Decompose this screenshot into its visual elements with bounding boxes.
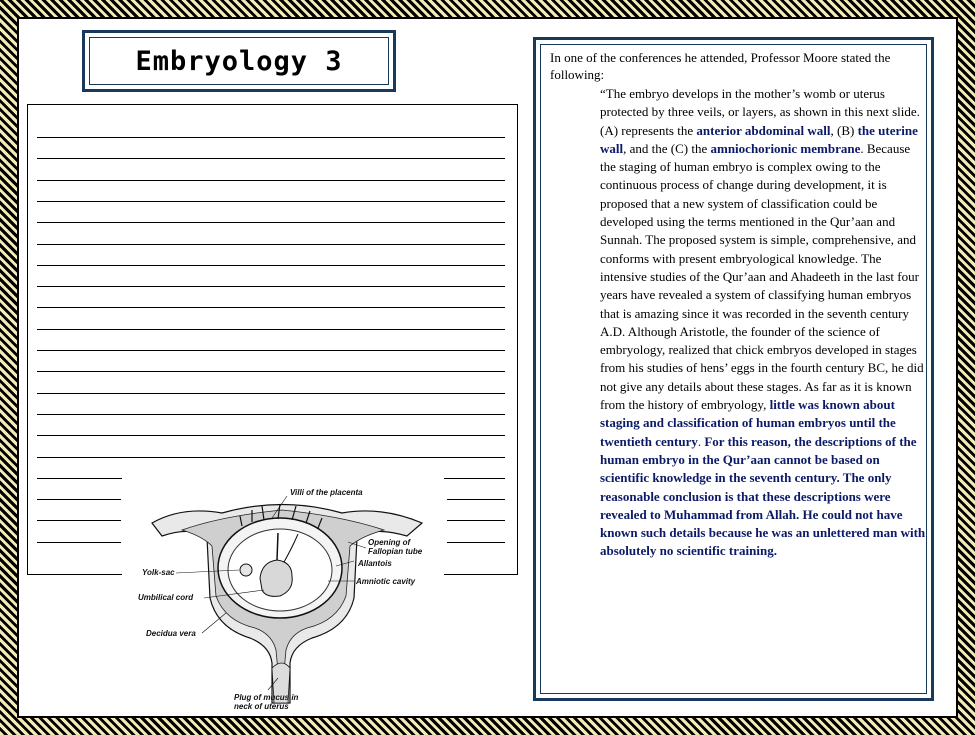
note-line xyxy=(37,393,505,394)
note-line xyxy=(37,286,505,287)
note-line xyxy=(37,137,505,138)
note-line-short xyxy=(37,499,121,500)
title-box xyxy=(82,30,396,92)
intro-text: In one of the conferences he attended, Professor Moore stated the following: xyxy=(550,50,891,82)
note-line-short xyxy=(447,520,505,521)
quote-segment: . Because the staging of human embryo is complex owing to the continuous process of change during development, it is proposed that a new system of classification could be developed using the terms mentioned in the Qur’aan and Sunnah. The proposed system is simple, comprehensive, and conforms with present embryological knowledge. The intensive studies of the Qur’aan and Ahadeeth in the last four years have revealed a system of classifying human embryos that is amazing since it was recorded in the seventh century A.D. Although Aristotle, the founder of the science of embryology, realized that chick embryos developed in stages from his studies of hens’ eggs in the fourth century BC, he did not give any details about these stages. As far as it is known from the history of embryology, xyxy=(600,140,924,413)
quote-segment: little was known about staging and classification of human embryos until the twentieth century xyxy=(600,397,896,449)
page-title: Embryology 3 xyxy=(135,45,343,77)
label-opening: Opening of xyxy=(368,538,411,547)
label-plug-2: neck of uterus xyxy=(234,702,289,711)
label-yolk-sac: Yolk-sac xyxy=(142,568,175,577)
note-line xyxy=(37,201,505,202)
quote-segment: the uterine wall xyxy=(600,122,918,156)
note-line xyxy=(37,158,505,159)
label-villi: Villi of the placenta xyxy=(290,488,363,497)
quote-segment: anterior abdominal wall xyxy=(696,122,831,138)
label-allantois: Allantois xyxy=(358,559,392,568)
text-panel xyxy=(533,37,934,701)
quote-text xyxy=(600,85,926,561)
note-line-short xyxy=(37,520,121,521)
label-amniotic-cavity: Amniotic cavity xyxy=(356,577,416,586)
quote-segment: amniochorionic membrane xyxy=(710,140,861,156)
quote-segment: For this reason, the descriptions of the human embryo in the Qur’aan cannot be based on scientific knowledge in the seventh century. The only reasonable conclusion is that these descriptions were revealed to Muhammad from Allah. He could not have known such details because he was an unlettered man with absolutely no scientific training. xyxy=(600,433,926,559)
note-line-short xyxy=(447,499,505,500)
note-line xyxy=(37,180,505,181)
quote-segment: , (B) xyxy=(830,122,858,138)
note-line xyxy=(37,222,505,223)
note-line xyxy=(37,435,505,436)
label-umbilical-cord: Umbilical cord xyxy=(138,593,194,602)
quote-segment: “The embryo develops in the mother’s womb or uterus protected by three veils, or layers, as shown in this next slide. (A) represents the xyxy=(600,86,920,138)
note-line xyxy=(37,457,505,458)
note-line-short xyxy=(37,542,121,543)
note-line xyxy=(37,371,505,372)
note-line xyxy=(37,414,505,415)
note-line xyxy=(37,244,505,245)
note-line xyxy=(37,329,505,330)
note-line xyxy=(37,350,505,351)
note-line-short xyxy=(447,542,505,543)
note-line xyxy=(37,265,505,266)
label-decidua-vera: Decidua vera xyxy=(146,629,196,638)
label-opening-2: Fallopian tube xyxy=(368,547,423,556)
label-plug: Plug of mucus in xyxy=(234,693,299,702)
quote-segment: , and the (C) the xyxy=(623,140,711,156)
uterus-diagram xyxy=(122,478,444,716)
quote-segment: . xyxy=(697,433,705,449)
note-line xyxy=(37,307,505,308)
